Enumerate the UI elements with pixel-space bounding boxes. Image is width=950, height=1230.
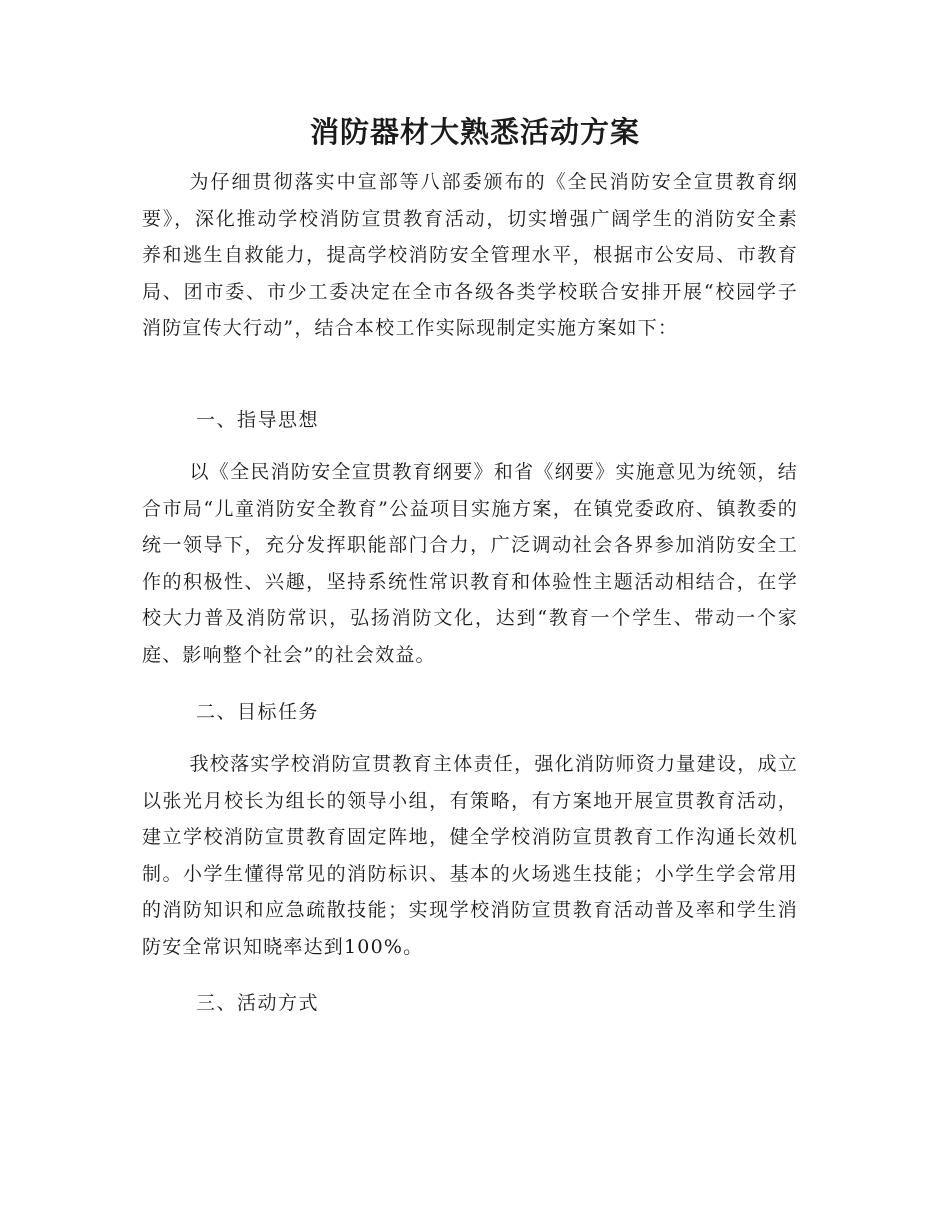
section-body-goals: 我校落实学校消防宣贯教育主体责任，强化消防师资力量建设，成立以张光月校长为组长的领导小组，有策略，有方案地开展宣贯教育活动，建立学校消防宣贯教育固定阵地，健全学校消防宣贯教育工作沟通长效机制。小学生懂得常见的消防标识、基本的火场逃生技能；小学生学会常用的消防知识和应急疏散技能；实现学校消防宣贯教育活动普及率和学生消防安全常识知晓率达到100%。 — [142, 753, 798, 958]
section-heading-goals: 二、目标任务 — [196, 701, 320, 723]
section-heading-guiding-ideology: 一、指导思想 — [196, 409, 320, 431]
section-heading-activity-method: 三、活动方式 — [196, 992, 320, 1014]
document-title: 消防器材大熟悉活动方案 — [309, 115, 640, 149]
section-body-guiding-ideology: 以《全民消防安全宣贯教育纲要》和省《纲要》实施意见为统领，结合市局“儿童消防安全教育”公益项目实施方案，在镇党委政府、镇教委的统一领导下，充分发挥职能部门合力，广泛调动社会各界参加消防安全工作的积极性、兴趣，坚持系统性常识教育和体验性主题活动相结合，在学校大力普及消防常识，弘扬消防文化，达到“教育一个学生、带动一个家庭、影响整个社会”的社会效益。 — [142, 461, 798, 666]
intro-paragraph: 为仔细贯彻落实中宣部等八部委颁布的《全民消防安全宣贯教育纲要》，深化推动学校消防宣贯教育活动，切实增强广阔学生的消防安全素养和逃生自救能力，提高学校消防安全管理水平，根据市公安局、市教育局、团市委、市少工委决定在全市各级各类学校联合安排开展“校园学子消防宣传大行动”，结合本校工作实际现制定实施方案如下： — [142, 171, 798, 339]
